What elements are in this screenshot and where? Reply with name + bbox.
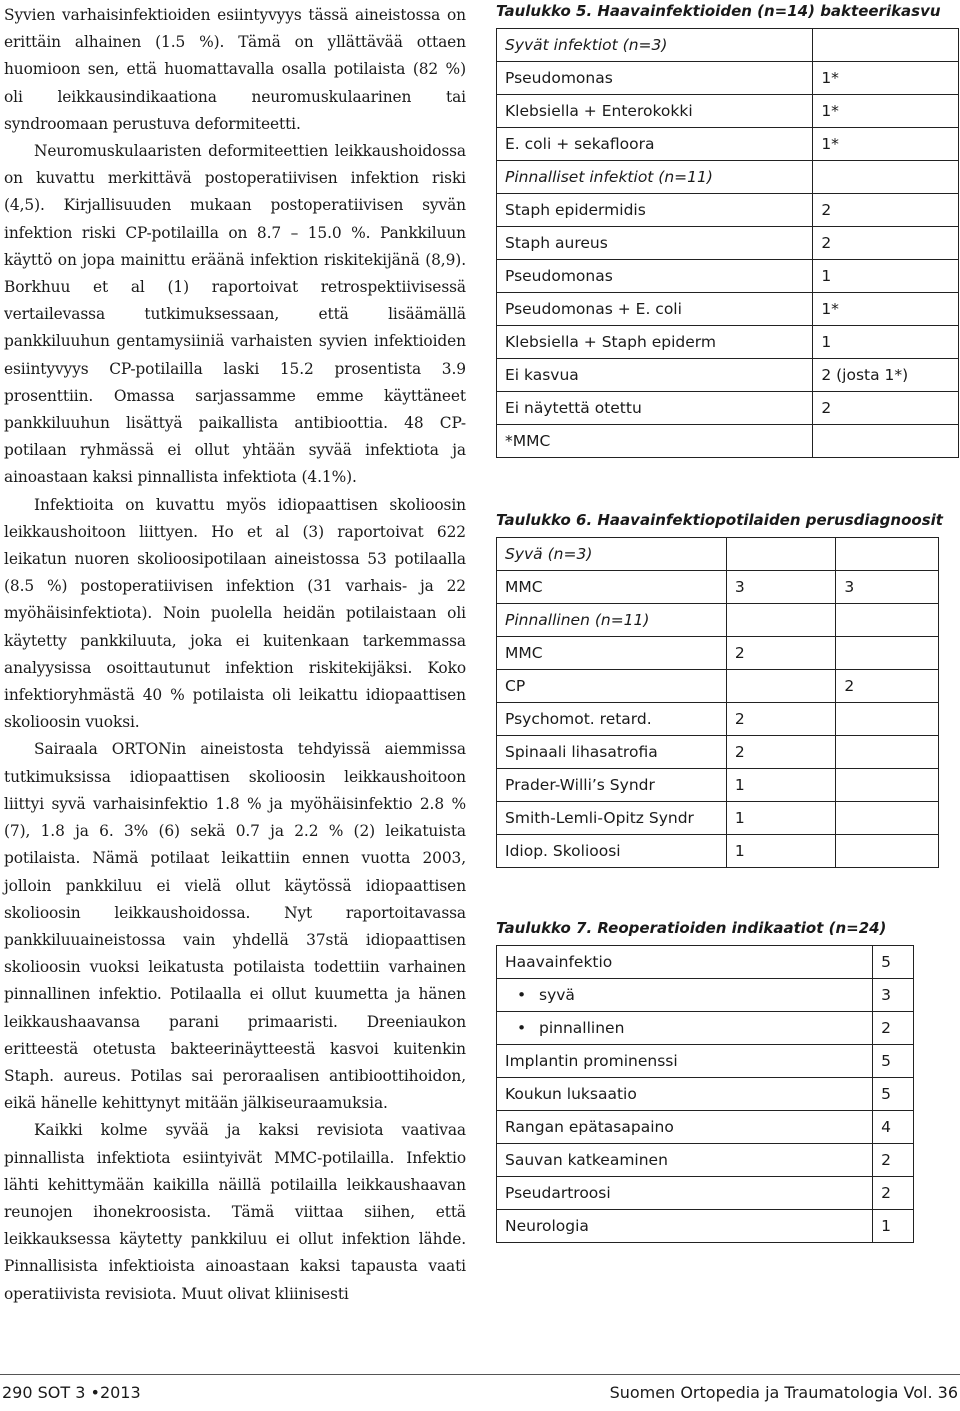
table-cell-count bbox=[836, 736, 939, 769]
table-row bbox=[497, 62, 959, 95]
table-cell-count: 3 bbox=[836, 571, 939, 604]
paragraph-3: Infektioita on kuvattu myös idiopaattisen skolioosin leikkaushoitoon liittyen. Ho et al (3) raportoivat 622 leikatun nuoren skolioosipotilaan aineistossa 53 potilaalla (8.5 %) postoperatiivisen infektion (31 varhais- ja 22 myöhäisinfektiota). Noin puolella heidän potilaistaan oli käytetty pankkiluuta, joka ei kuitenkaan tarkemmassa analyysissa osoittautunut infektion riskitekijäksi. Koko infektioryhmästä 40 % potilaista oli leikattu idiopaattisen skolioosin vuoksi. bbox=[4, 495, 466, 732]
table-row bbox=[497, 194, 959, 227]
table-row bbox=[497, 128, 959, 161]
table-cell-label: pinnallinen bbox=[539, 1019, 625, 1037]
table-cell-label: Syvä (n=3) bbox=[497, 538, 727, 571]
table-cell-label-wrap bbox=[497, 1111, 873, 1144]
table-cell-label-wrap bbox=[497, 1078, 873, 1111]
table-row bbox=[497, 1144, 914, 1177]
table-5-caption: Taulukko 5. Haavainfektioiden (n=14) bakteerikasvu bbox=[496, 2, 941, 20]
table-cell-label: Pseudartroosi bbox=[505, 1184, 611, 1202]
table-cell-count bbox=[836, 802, 939, 835]
table-row bbox=[497, 670, 939, 703]
table-cell-label: Idiop. Skolioosi bbox=[497, 835, 727, 868]
table-cell-value bbox=[813, 161, 959, 194]
table-cell-value: 5 bbox=[873, 946, 914, 979]
table-cell-value: 1* bbox=[813, 293, 959, 326]
table-cell-label: Psychomot. retard. bbox=[497, 703, 727, 736]
table-cell-count: 1 bbox=[726, 769, 836, 802]
table-cell-label: Spinaali lihasatrofia bbox=[497, 736, 727, 769]
table-6-block bbox=[496, 509, 943, 868]
table-cell-value: 4 bbox=[873, 1111, 914, 1144]
table-row bbox=[497, 637, 939, 670]
bullet-icon: • bbox=[517, 1019, 527, 1037]
paragraph-1: Syvien varhaisinfektioiden esiintyvyys tässä aineistossa on erittäin alhainen (1.5 %). Tämä on yllättävää ottaen huomioon sen, että huomattavalla osalla potilaista (82 %) oli leikkausindikaationa neuromuskulaarinen tai syndroomaan perustuva deformiteetti. bbox=[4, 6, 466, 133]
table-row bbox=[497, 979, 914, 1012]
paragraph-5: Kaikki kolme syvää ja kaksi revisiota vaativaa pinnallista infektiota esiintyivät MMC-potilailla. Infektio lähti kehittymään kaikilla näillä potilailla leikkaushaavan reunojen ihonekroosista. Tämä viittaa siihen, että leikkauksessa käytetty pankkiluu ei ollut infektion lähde. Pinnallisista infektioista ainoastaan kaksi tapausta vaati operatiivista revisiota. Muut olivat kliinisesti bbox=[4, 1121, 466, 1303]
table-cell-label: Haavainfektio bbox=[505, 953, 613, 971]
table-row bbox=[497, 703, 939, 736]
table-cell-value: 1* bbox=[813, 62, 959, 95]
table-row bbox=[497, 1012, 914, 1045]
table-cell-count bbox=[836, 835, 939, 868]
table-cell-label-wrap bbox=[497, 979, 873, 1012]
table-cell-label: syvä bbox=[539, 986, 575, 1004]
table-row bbox=[497, 326, 959, 359]
table-cell-label: Pseudomonas bbox=[497, 260, 813, 293]
table-row bbox=[497, 392, 959, 425]
table-row bbox=[497, 293, 959, 326]
table-cell-count: 1 bbox=[726, 802, 836, 835]
table-row bbox=[497, 260, 959, 293]
table-cell-value: 2 bbox=[873, 1012, 914, 1045]
table-cell-label-wrap bbox=[497, 1012, 873, 1045]
table-cell-label: Pseudomonas + E. coli bbox=[497, 293, 813, 326]
table-cell-label: Rangan epätasapaino bbox=[505, 1118, 674, 1136]
table-cell-label: Sauvan katkeaminen bbox=[505, 1151, 668, 1169]
table-cell-count: 1 bbox=[726, 835, 836, 868]
paragraph-4: Sairaala ORTONin aineistosta tehdyissä aiemmissa tutkimuksissa idiopaattisen skolioosin leikkaushoitoon liittyi syvä varhaisinfektio 1.8 % ja myöhäisinfektio 2.8 % (7), 1.8 ja 6. 3% (6) sekä 0.7 ja 2.2 % (2) leikatuista potilaista. Nämä potilaat leikattiin ennen vuotta 2003, jolloin pankkiluu ei vielä ollut käytössä idiopaattisen skolioosin leikkaushoidossa. Nyt raportoitavassa pankkiluuaineistossa vain yhdellä 37stä idiopaattisen skolioosin vuoksi leikatusta potilaista todettiin varhainen pinnallinen infektio. Potilaalla ei ollut kuumetta ja hänen leikkaushaavansa parani primaaristi. Dreeniaukon eritteestä otetusta bakteerinäytteestä kasvoi kuitenkin Staph. aureus. Potilas sai peroraalisen antibioottihoidon, eikä hänelle kehittynyt mitään jälkiseuraamuksia. bbox=[4, 740, 466, 1113]
table-5-block bbox=[496, 0, 959, 458]
table-cell-label: Syvät infektiot (n=3) bbox=[497, 29, 813, 62]
table-cell-label: Implantin prominenssi bbox=[505, 1052, 678, 1070]
table-cell-label: Ei näytettä otettu bbox=[497, 392, 813, 425]
table-cell-label: Prader-Willi’s Syndr bbox=[497, 769, 727, 802]
table-cell-count bbox=[836, 637, 939, 670]
table-6 bbox=[496, 537, 939, 868]
table-cell-value: 2 bbox=[813, 227, 959, 260]
footer-left: 290 SOT 3 •2013 bbox=[2, 1383, 141, 1402]
table-cell-value: 2 (josta 1*) bbox=[813, 359, 959, 392]
table-6-caption: Taulukko 6. Haavainfektiopotilaiden perusdiagnoosit bbox=[496, 511, 943, 529]
table-row bbox=[497, 29, 959, 62]
table-cell-count: 2 bbox=[836, 670, 939, 703]
table-cell-value: 1 bbox=[813, 326, 959, 359]
table-cell-label: Neurologia bbox=[505, 1217, 589, 1235]
table-cell-value bbox=[813, 29, 959, 62]
table-row bbox=[497, 604, 939, 637]
table-cell-label: Klebsiella + Enterokokki bbox=[497, 95, 813, 128]
table-cell-label: CP bbox=[497, 670, 727, 703]
table-cell-label-wrap bbox=[497, 946, 873, 979]
table-row bbox=[497, 802, 939, 835]
table-row bbox=[497, 835, 939, 868]
table-cell-count: 3 bbox=[726, 571, 836, 604]
paragraph-2: Neuromuskulaaristen deformiteettien leikkaushoidossa on kuvattu merkittävä postoperatiivisen infektion riski (4,5). Kirjallisuuden mukaan postoperatiivisen syvän infektion riski CP-potilailla on 8.7 – 15.0 %. Pankkiluun käyttö on jopa mainittu eräänä infektion riskitekijänä (8,9). Borkhuu et al (1) raportoivat retrospektiivisessä vertailevassa tutkimuksessaan, että lisäämällä pankkiluuhun gentamysiiniä varhaisten syvien infektioiden esiintyvyys CP-potilailla laski 15.2 prosentista 3.9 prosenttiin. Omassa sarjassamme emme käyttäneet pankkiluuhun lisättyä paikallista antibioottia. 48 CP- potilaan ryhmässä ei ollut yhtään syvää infektiota ja ainoastaan kaksi pinnallista infektiota (4.1%). bbox=[4, 142, 466, 487]
table-row bbox=[497, 946, 914, 979]
table-cell-value: 1 bbox=[813, 260, 959, 293]
table-cell-value bbox=[813, 425, 959, 458]
table-row bbox=[497, 95, 959, 128]
body-text-column bbox=[4, 2, 466, 1308]
table-cell-label: Smith-Lemli-Opitz Syndr bbox=[497, 802, 727, 835]
table-cell-count: 2 bbox=[726, 736, 836, 769]
table-cell-count bbox=[726, 670, 836, 703]
table-cell-label: Ei kasvua bbox=[497, 359, 813, 392]
table-cell-count bbox=[836, 769, 939, 802]
table-cell-value: 2 bbox=[813, 194, 959, 227]
table-cell-label: Pinnalliset infektiot (n=11) bbox=[497, 161, 813, 194]
table-cell-label-wrap bbox=[497, 1210, 873, 1243]
table-7-caption: Taulukko 7. Reoperatioiden indikaatiot (n=24) bbox=[496, 919, 887, 937]
table-row bbox=[497, 1210, 914, 1243]
table-cell-label: *MMC bbox=[497, 425, 813, 458]
table-cell-value: 2 bbox=[813, 392, 959, 425]
table-cell-count: 2 bbox=[726, 703, 836, 736]
table-row bbox=[497, 538, 939, 571]
table-cell-count bbox=[726, 604, 836, 637]
table-row bbox=[497, 571, 939, 604]
table-cell-label-wrap bbox=[497, 1177, 873, 1210]
table-row bbox=[497, 227, 959, 260]
table-cell-label: Pinnallinen (n=11) bbox=[497, 604, 727, 637]
table-cell-label: Pseudomonas bbox=[497, 62, 813, 95]
table-cell-label: E. coli + sekafloora bbox=[497, 128, 813, 161]
table-cell-value: 3 bbox=[873, 979, 914, 1012]
table-cell-value: 2 bbox=[873, 1144, 914, 1177]
table-cell-label: MMC bbox=[497, 571, 727, 604]
table-cell-count bbox=[836, 538, 939, 571]
footer-rule bbox=[0, 1374, 960, 1375]
bullet-icon: • bbox=[517, 986, 527, 1004]
table-row bbox=[497, 769, 939, 802]
table-cell-count bbox=[836, 703, 939, 736]
table-row bbox=[497, 1111, 914, 1144]
table-cell-value: 5 bbox=[873, 1078, 914, 1111]
table-cell-label: MMC bbox=[497, 637, 727, 670]
table-row bbox=[497, 736, 939, 769]
table-cell-label-wrap bbox=[497, 1045, 873, 1078]
table-cell-count bbox=[726, 538, 836, 571]
table-cell-label: Klebsiella + Staph epiderm bbox=[497, 326, 813, 359]
table-cell-count: 2 bbox=[726, 637, 836, 670]
table-cell-value: 1 bbox=[873, 1210, 914, 1243]
table-cell-label-wrap bbox=[497, 1144, 873, 1177]
table-cell-label: Koukun luksaatio bbox=[505, 1085, 637, 1103]
table-cell-value: 2 bbox=[873, 1177, 914, 1210]
table-cell-count bbox=[836, 604, 939, 637]
table-row bbox=[497, 1045, 914, 1078]
footer-right: Suomen Ortopedia ja Traumatologia Vol. 36 bbox=[609, 1383, 958, 1402]
table-7-block bbox=[496, 917, 914, 1243]
table-cell-label: Staph aureus bbox=[497, 227, 813, 260]
table-row bbox=[497, 359, 959, 392]
table-row bbox=[497, 1078, 914, 1111]
table-cell-label: Staph epidermidis bbox=[497, 194, 813, 227]
table-row bbox=[497, 161, 959, 194]
table-7 bbox=[496, 945, 914, 1243]
table-cell-value: 5 bbox=[873, 1045, 914, 1078]
table-cell-value: 1* bbox=[813, 95, 959, 128]
table-cell-value: 1* bbox=[813, 128, 959, 161]
table-row bbox=[497, 425, 959, 458]
table-5 bbox=[496, 28, 959, 458]
table-row bbox=[497, 1177, 914, 1210]
